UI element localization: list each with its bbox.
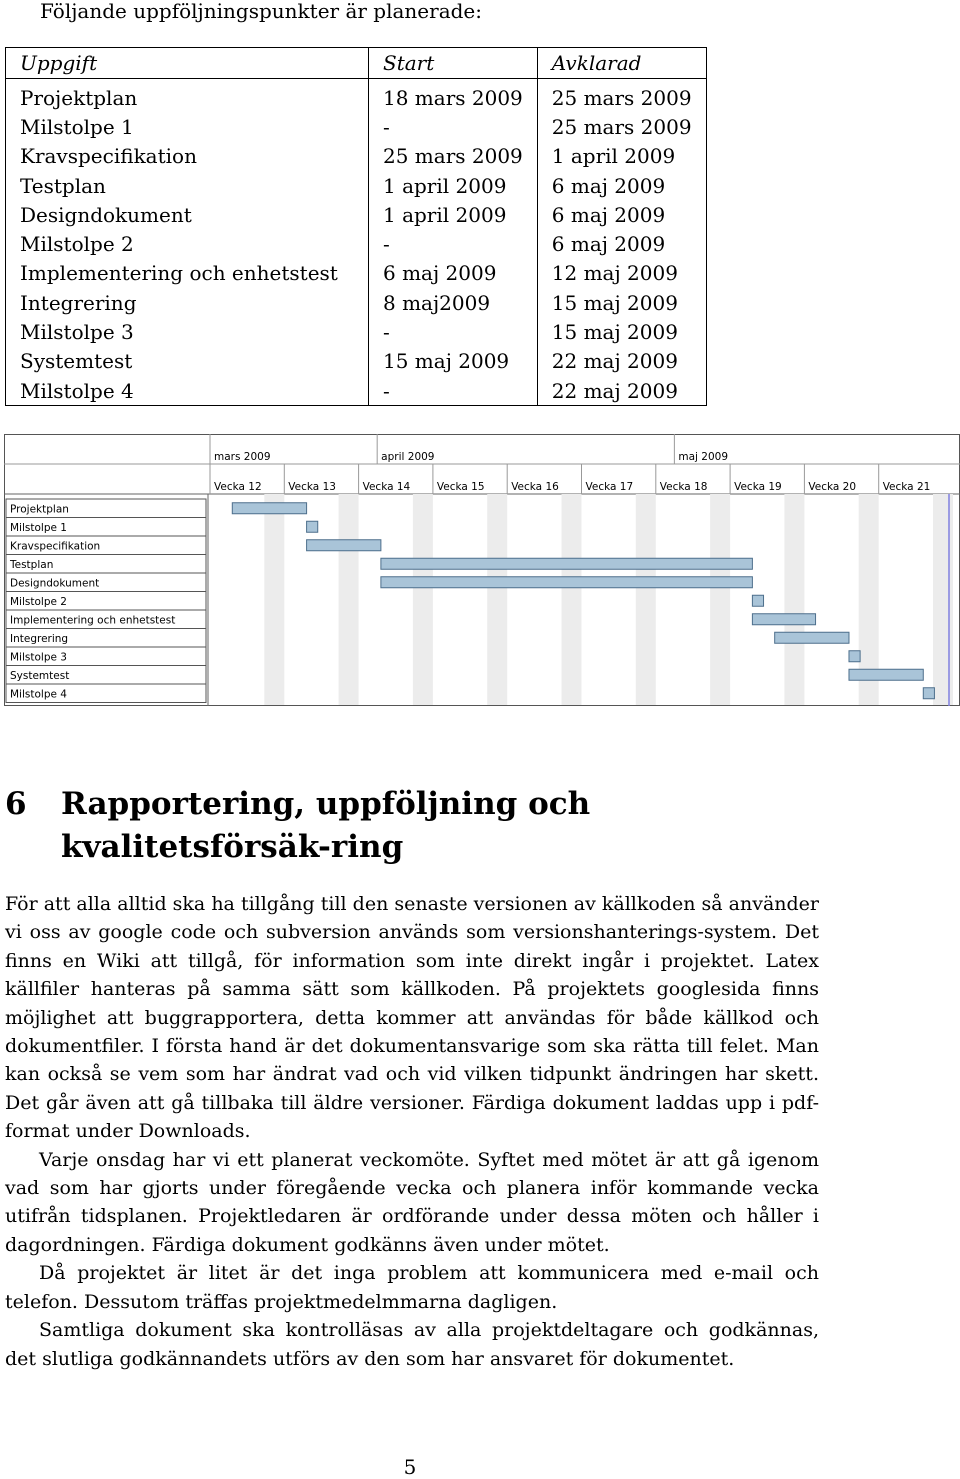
section-body (5, 890, 819, 1373)
weekend-stripe (413, 494, 433, 705)
intro-text: Följande uppföljningspunkter är planerade: (40, 0, 482, 23)
weekend-stripe (487, 494, 507, 705)
task-bar (381, 558, 753, 569)
schedule-header-row (6, 48, 707, 79)
header-start: Start (369, 48, 538, 79)
task-bar (752, 595, 763, 606)
task-label: Integrering (10, 633, 69, 645)
task-label: Projektplan (10, 503, 69, 516)
start-cell: 1 april 2009 (369, 171, 538, 200)
start-cell: 25 mars 2009 (369, 142, 538, 171)
task-label: Milstolpe 4 (10, 688, 67, 701)
table-row (6, 259, 707, 288)
week-label: Vecka 14 (362, 481, 411, 493)
task-bar (923, 688, 934, 699)
month-label: mars 2009 (214, 451, 271, 463)
table-row (6, 142, 707, 171)
task-label: Milstolpe 1 (10, 522, 67, 534)
task-cell: Systemtest (20, 349, 133, 374)
done-cell: 6 maj 2009 (537, 229, 706, 258)
task-bar (307, 521, 318, 532)
start-cell: 15 maj 2009 (369, 347, 538, 376)
table-row (6, 347, 707, 376)
weekend-stripe (636, 494, 656, 705)
task-cell: Milstolpe 1 (20, 114, 134, 139)
task-bar (849, 669, 923, 680)
done-cell: 22 maj 2009 (537, 376, 706, 406)
week-label: Vecka 12 (214, 481, 262, 493)
task-cell: Kravspecifikation (20, 144, 197, 169)
week-label: Vecka 15 (436, 481, 485, 493)
paragraph: Då projektet är litet är det inga problem att kommunicera med e-mail och telefon. Dessutom träffas projektmedelmmarna dagligen. (5, 1262, 819, 1313)
done-cell: 1 april 2009 (537, 142, 706, 171)
start-cell: - (369, 376, 538, 406)
task-label: Testplan (10, 559, 54, 571)
schedule-table (5, 47, 707, 406)
task-bar (381, 577, 753, 588)
week-label: Vecka 21 (882, 481, 931, 493)
done-cell: 15 maj 2009 (537, 317, 706, 346)
weekend-stripe (562, 494, 582, 705)
weekend-stripe (339, 494, 359, 705)
done-cell: 6 maj 2009 (537, 171, 706, 200)
start-cell: - (369, 112, 538, 141)
task-bar (775, 632, 849, 643)
table-row (6, 112, 707, 141)
done-cell: 25 mars 2009 (537, 112, 706, 141)
task-label: Implementering och enhetstest (10, 614, 176, 627)
table-row (6, 229, 707, 258)
task-cell: Integrering (20, 290, 137, 315)
weekend-stripe (710, 494, 730, 705)
task-label: Designdokument (10, 577, 100, 590)
weekend-stripe (264, 494, 284, 705)
task-label: Kravspecifikation (10, 540, 101, 553)
weekend-stripe (933, 494, 953, 705)
task-bar (232, 503, 306, 514)
paragraph: Samtliga dokument ska kontrolläsas av alla projektdeltagare och godkännas, det slutliga godkännandets utförs av den som har ansvaret för dokumentet. (5, 1319, 819, 1370)
table-row (6, 200, 707, 229)
week-label: Vecka 17 (585, 481, 634, 493)
header-done: Avklarad (537, 48, 706, 79)
task-bar (849, 651, 860, 662)
weekend-stripe (784, 494, 804, 705)
section-number: 6 (5, 786, 27, 822)
task-bar (752, 614, 815, 625)
task-label: Milstolpe 2 (10, 596, 67, 608)
done-cell: 22 maj 2009 (537, 347, 706, 376)
section-title: Rapportering, uppföljning och kvalitetsförsäk-ring (61, 786, 591, 865)
start-cell: 18 mars 2009 (369, 79, 538, 113)
task-bar (307, 540, 381, 551)
task-cell: Implementering och enhetstest (20, 261, 338, 286)
task-cell: Milstolpe 4 (20, 378, 134, 403)
week-label: Vecka 16 (511, 481, 559, 493)
paragraph: För att alla alltid ska ha tillgång till den senaste versionen av källkoden så använder vi oss av google code och subversion används som versionshanterings-system. Det finns en Wiki att tillgå, för information som inte direkt ingår i projektet. Latex källfiler hanteras på samma sätt som källkoden. På projektets googlesida finns möjlighet att buggrapportera, detta kommer att användas för både källkod och dokumentfiler. I första hand är det dokumentansvarige som ska rätta till felet. Man kan också se vem som har ändrat vad och vid vilken tidpunkt ändringen har skett. Det går även att gå tillbaka till äldre versioner. Färdiga dokument laddas upp i pdf-format under Downloads. (5, 893, 819, 1143)
task-cell: Milstolpe 3 (20, 320, 134, 345)
table-row (6, 171, 707, 200)
done-cell: 15 maj 2009 (537, 288, 706, 317)
section-heading (5, 783, 865, 869)
week-label: Vecka 19 (734, 481, 782, 493)
task-cell: Projektplan (20, 85, 138, 110)
done-cell: 6 maj 2009 (537, 200, 706, 229)
table-row (6, 317, 707, 346)
task-label: Systemtest (10, 670, 70, 682)
start-cell: - (369, 229, 538, 258)
done-cell: 25 mars 2009 (537, 79, 706, 113)
task-cell: Milstolpe 2 (20, 232, 134, 257)
done-cell: 12 maj 2009 (537, 259, 706, 288)
gantt-canvas (4, 434, 960, 706)
gantt-chart (4, 434, 960, 706)
page-number: 5 (403, 1455, 417, 1479)
start-cell: 6 maj 2009 (369, 259, 538, 288)
month-label: maj 2009 (678, 451, 729, 463)
week-label: Vecka 18 (659, 481, 708, 493)
week-label: Vecka 13 (288, 481, 336, 493)
month-label: april 2009 (381, 451, 435, 463)
task-cell: Testplan (20, 173, 106, 198)
table-row (6, 376, 707, 406)
start-cell: 8 maj2009 (369, 288, 538, 317)
task-label: Milstolpe 3 (10, 651, 67, 664)
task-cell: Designdokument (20, 202, 192, 227)
start-cell: - (369, 317, 538, 346)
header-task: Uppgift (6, 48, 369, 79)
table-row (6, 79, 707, 113)
week-label: Vecka 20 (808, 481, 857, 493)
paragraph: Varje onsdag har vi ett planerat veckomöte. Syftet med mötet är att gå igenom vad som har gjorts under föregående vecka och planera inför kommande vecka utifrån tidsplanen. Projektledaren är ordförande under dessa möten och håller i dagordningen. Färdiga dokument godkänns även under mötet. (5, 1148, 819, 1256)
table-row (6, 288, 707, 317)
start-cell: 1 april 2009 (369, 200, 538, 229)
